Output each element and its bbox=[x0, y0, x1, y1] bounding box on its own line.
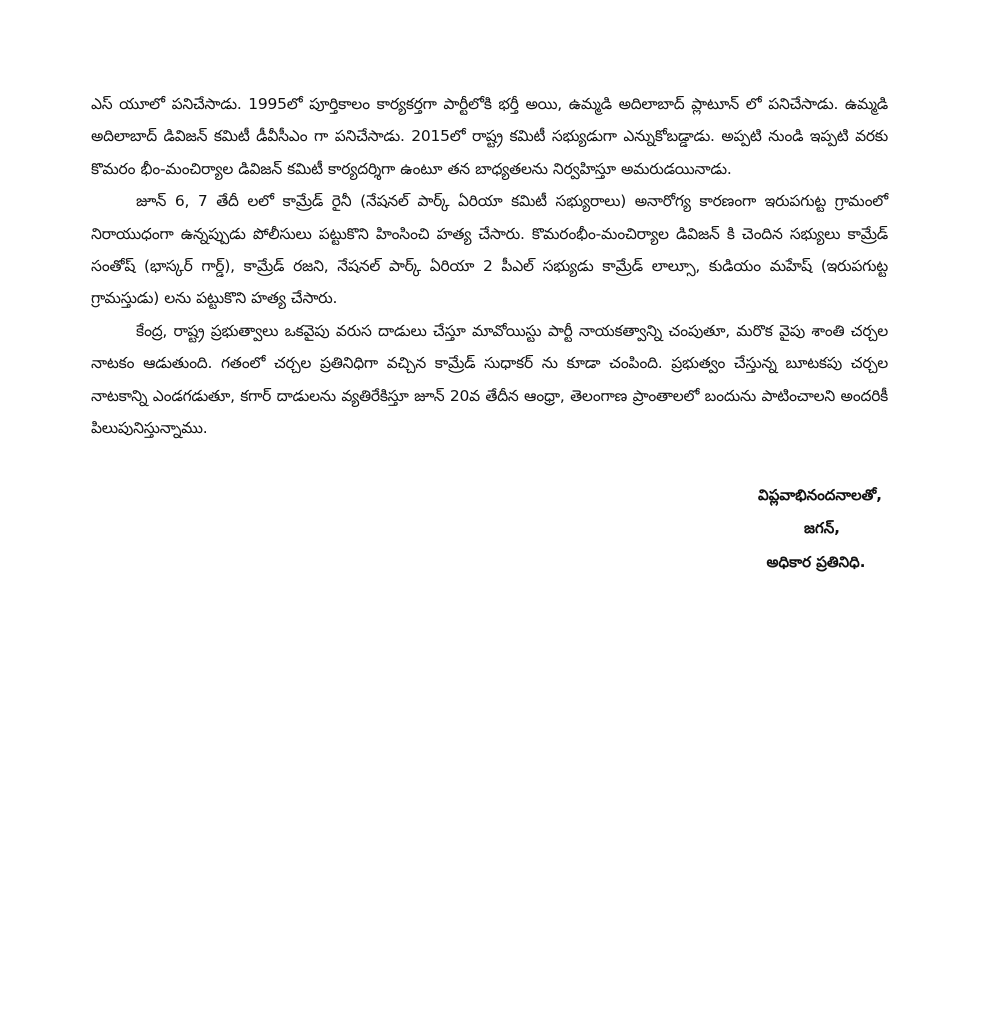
signature-greeting: విప్లవాభినందనాలతో, bbox=[758, 486, 882, 504]
signature-designation: అధికార ప్రతినిధి. bbox=[766, 553, 866, 571]
paragraph-1: ఎస్ యూలో పనిచేసాడు. 1995లో పూర్తికాలం కార్యకర్తగా పార్టీలోకి భర్తీ అయి, ఉమ్మడి అదిలాబాద్ ప్లాటూన్ లో పనిచేసాడు. ఉమ్మడి అదిలాబాద్ డివిజన్ కమిటీ డీవీసీఎం గా పనిచేసాడు. 2015లో రాష్ట్ర కమిటీ సభ్యుడుగా ఎన్నుకోబడ్డాడు. అప్పటి నుండి ఇప్పటి వరకు కొమరం భీం-మంచిర్యాల డివిజన్ కమిటీ కార్యదర్శిగా ఉంటూ తన బాధ్యతలను నిర్వహిస్తూ అమరుడయినాడు. bbox=[91, 95, 888, 178]
paragraph-3: కేంద్ర, రాష్ట్ర ప్రభుత్వాలు ఒకవైపు వరుస దాడులు చేస్తూ మావోయిస్టు పార్టీ నాయకత్వాన్ని చంపుతూ, మరొక వైపు శాంతి చర్చల నాటకం ఆడుతుంది. గతంలో చర్చల ప్రతినిధిగా వచ్చిన కామ్రేడ్ సుధాకర్ ను కూడా చంపింది. ప్రభుత్వం చేస్తున్న బూటకపు చర్చల నాటకాన్ని ఎండగడుతూ, కగార్ దాడులను వ్యతిరేకిస్తూ జూన్ 20వ తేదీన ఆంధ్రా, తెలంగాణ ప్రాంతాలలో బందును పాటించాలని అందరికీ పిలుపునిస్తున్నాము. bbox=[91, 321, 888, 438]
signature-name: జగన్, bbox=[804, 519, 840, 537]
paragraph-2: జూన్ 6, 7 తేదీ లలో కామ్రేడ్ రైనీ (నేషనల్ పార్క్ ఏరియా కమిటీ సభ్యురాలు) అనారోగ్య కారణంగా ఇరుపగుట్ట గ్రామంలో నిరాయుధంగా ఉన్నప్పుడు పోలీసులు పట్టుకొని హింసించి హత్య చేసారు. కొమరంభీం-మంచిర్యాల డివిజన్ కి చెందిన సభ్యులు కామ్రేడ్ సంతోష్ (భాస్కర్ గార్డ్), కామ్రేడ్ రజని, నేషనల్ పార్క్ ఏరియా 2 పీఎల్ సభ్యుడు కామ్రేడ్ లాల్సూ, కుడియం మహేష్ (ఇరుపగుట్ట గ్రామస్తుడు) లను పట్టుకొని హత్య చేసారు. bbox=[91, 192, 888, 308]
document-body bbox=[91, 88, 888, 444]
